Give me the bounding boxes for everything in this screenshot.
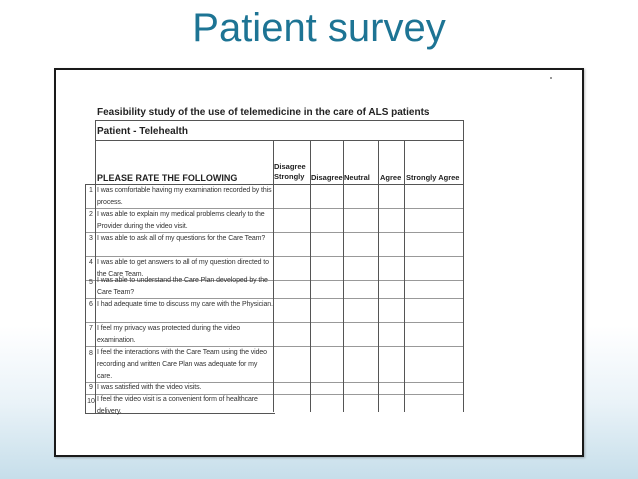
question-text: I feel my privacy was protected during the video examination. <box>97 325 241 344</box>
question-text: I was able to understand the Care Plan developed by the Care Team? <box>97 277 268 296</box>
question-text: I was able to get answers to all of my question directed to the Care Team. <box>97 259 269 278</box>
question-number: 6 <box>89 301 93 308</box>
question-text: I was comfortable having my examination recorded by this process. <box>97 187 272 206</box>
rate-heading: PLEASE RATE THE FOLLOWING <box>97 173 238 183</box>
question-text: I was satisfied with the video visits. <box>97 384 202 391</box>
column-header-agree: Agree <box>380 173 402 182</box>
question-number: 5 <box>89 279 93 286</box>
question-text: I feel the video visit is a convenient form of healthcare delivery. <box>97 396 258 415</box>
column-header-disagree: Disagree <box>311 173 343 182</box>
question-number: 8 <box>89 350 93 357</box>
column-header-disagree-strongly: Disagree Strongly <box>274 162 306 181</box>
slide-title: Patient survey <box>192 6 446 50</box>
scan-speck <box>550 77 552 79</box>
form-subtitle: Patient - Telehealth <box>97 126 188 137</box>
question-number: 4 <box>89 259 93 266</box>
column-header-strongly-agree: Strongly Agree <box>406 173 460 182</box>
question-number: 7 <box>89 325 93 332</box>
question-number: 3 <box>89 235 93 242</box>
question-number: 2 <box>89 211 93 218</box>
question-number: 9 <box>89 384 93 391</box>
question-text: I was able to explain my medical problems clearly to the Provider during the video visit. <box>97 211 265 230</box>
column-header-neutral: Neutral <box>344 173 370 182</box>
question-text: I was able to ask all of my questions for the Care Team? <box>97 235 266 242</box>
question-text: I had adequate time to discuss my care with the Physician. <box>97 301 273 308</box>
question-number: 1 <box>89 187 93 194</box>
question-text: I feel the interactions with the Care Team using the video recording and written Care Plan was adequate for my care. <box>97 349 267 380</box>
form-title: Feasibility study of the use of telemedicine in the care of ALS patients <box>97 107 430 118</box>
question-number: 10 <box>87 398 95 405</box>
